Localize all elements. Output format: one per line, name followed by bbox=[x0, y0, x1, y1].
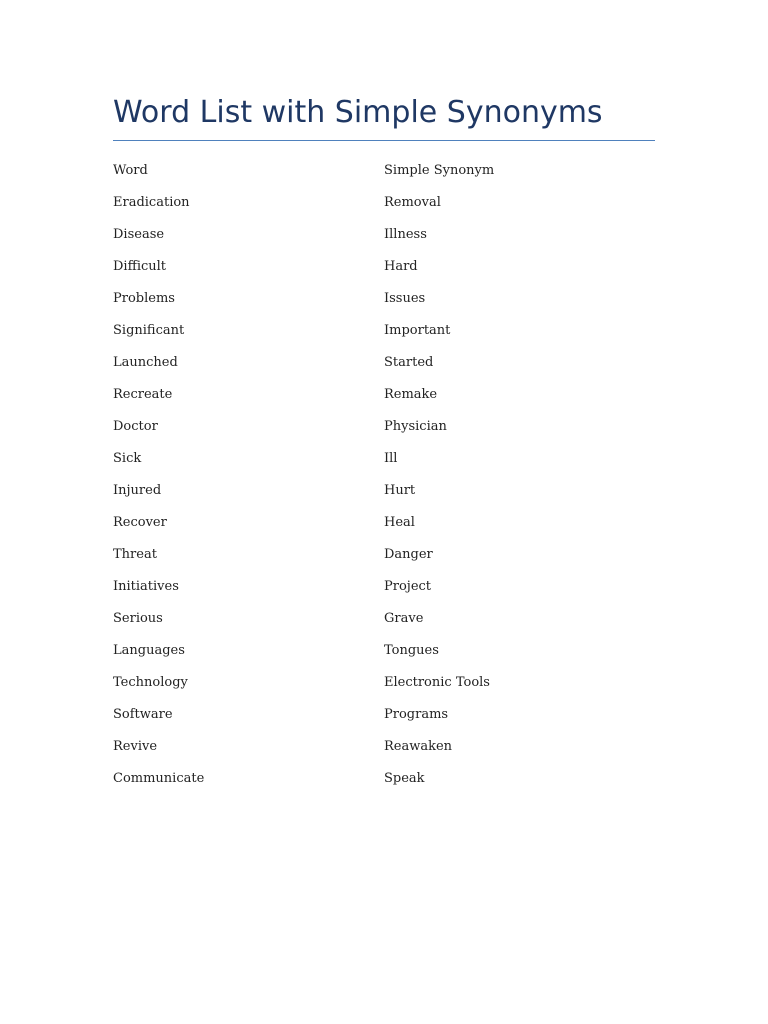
table-row bbox=[113, 442, 655, 474]
synonym-cell: Started bbox=[384, 354, 434, 370]
synonym-cell: Issues bbox=[384, 290, 426, 306]
word-cell: Doctor bbox=[113, 418, 158, 434]
word-cell: Initiatives bbox=[113, 578, 179, 594]
table-row bbox=[113, 346, 655, 378]
table-row bbox=[113, 218, 655, 250]
synonym-cell: Programs bbox=[384, 706, 449, 722]
synonym-cell: Project bbox=[384, 578, 432, 594]
synonym-cell: Heal bbox=[384, 514, 415, 530]
word-cell: Technology bbox=[113, 674, 188, 690]
table-row bbox=[113, 602, 655, 634]
synonym-cell: Important bbox=[384, 322, 451, 338]
word-cell: Recover bbox=[113, 514, 167, 530]
word-cell: Problems bbox=[113, 290, 175, 306]
synonym-cell: Hurt bbox=[384, 482, 416, 498]
word-cell: Software bbox=[113, 706, 173, 722]
synonym-cell: Hard bbox=[384, 258, 418, 274]
word-cell: Disease bbox=[113, 226, 165, 242]
synonym-cell: Ill bbox=[384, 450, 398, 466]
word-cell: Injured bbox=[113, 482, 162, 498]
synonym-cell: Grave bbox=[384, 610, 424, 626]
table-row bbox=[113, 474, 655, 506]
word-cell: Difficult bbox=[113, 258, 167, 274]
title-underline bbox=[113, 140, 655, 141]
word-cell: Significant bbox=[113, 322, 185, 338]
word-cell: Launched bbox=[113, 354, 178, 370]
word-cell: Threat bbox=[113, 546, 157, 562]
table-row bbox=[113, 250, 655, 282]
synonym-cell: Tongues bbox=[384, 642, 439, 658]
page-title: Word List with Simple Synonyms bbox=[113, 95, 603, 130]
synonym-cell: Illness bbox=[384, 226, 427, 242]
table-row bbox=[113, 698, 655, 730]
synonym-cell: Danger bbox=[384, 546, 433, 562]
synonym-cell: Removal bbox=[384, 194, 441, 210]
table-row bbox=[113, 314, 655, 346]
table-row bbox=[113, 378, 655, 410]
synonym-cell: Speak bbox=[384, 770, 425, 786]
header-synonym: Simple Synonym bbox=[384, 162, 495, 178]
table-row bbox=[113, 186, 655, 218]
table-row bbox=[113, 410, 655, 442]
word-cell: Recreate bbox=[113, 386, 173, 402]
header-word: Word bbox=[113, 162, 148, 178]
synonym-cell: Reawaken bbox=[384, 738, 453, 754]
table-row bbox=[113, 634, 655, 666]
word-cell: Communicate bbox=[113, 770, 205, 786]
synonym-cell: Remake bbox=[384, 386, 438, 402]
word-table bbox=[113, 154, 655, 794]
word-cell: Languages bbox=[113, 642, 185, 658]
word-cell: Serious bbox=[113, 610, 163, 626]
synonym-cell: Physician bbox=[384, 418, 447, 434]
word-cell: Sick bbox=[113, 450, 142, 466]
table-row bbox=[113, 506, 655, 538]
table-row bbox=[113, 282, 655, 314]
table-header-row bbox=[113, 154, 655, 186]
synonym-cell: Electronic Tools bbox=[384, 674, 490, 690]
table-row bbox=[113, 570, 655, 602]
table-row bbox=[113, 730, 655, 762]
table-row bbox=[113, 762, 655, 794]
word-cell: Eradication bbox=[113, 194, 190, 210]
table-row bbox=[113, 666, 655, 698]
table-row bbox=[113, 538, 655, 570]
word-cell: Revive bbox=[113, 738, 158, 754]
